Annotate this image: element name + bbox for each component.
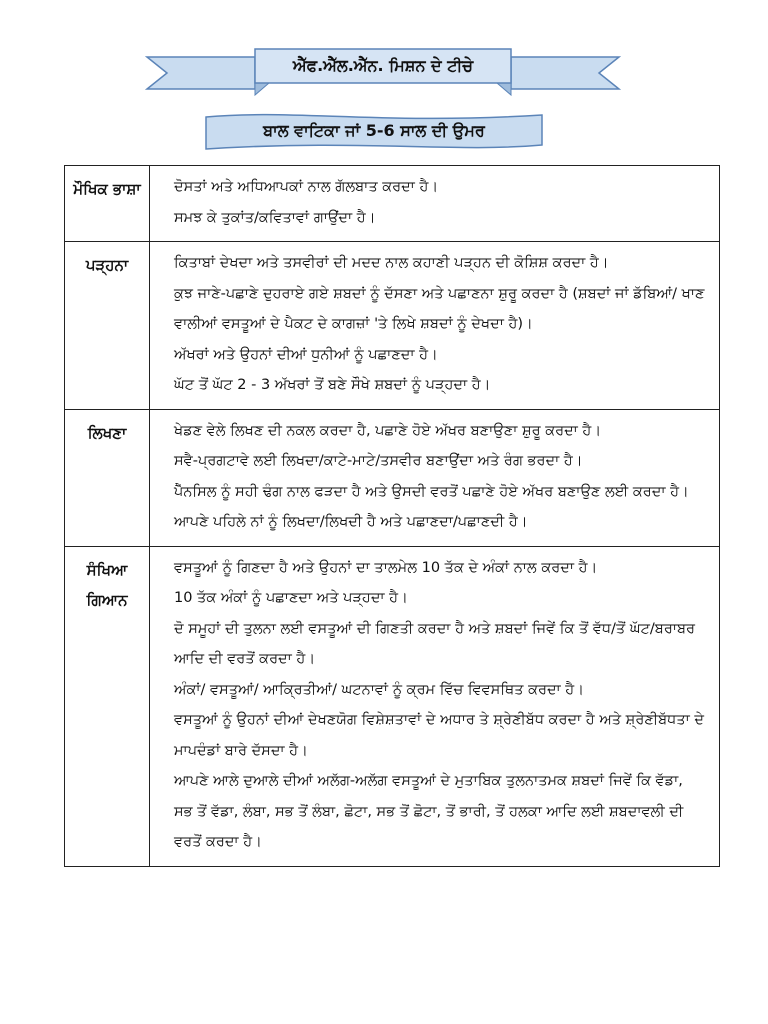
goal-line: ਆਪਣੇ ਪਹਿਲੇ ਨਾਂ ਨੂੰ ਲਿਖਦਾ/ਲਿਖਦੀ ਹੈ ਅਤੇ ਪਛਾਣਦਾ/ਪਛਾਣਦੀ ਹੈ। (174, 514, 528, 530)
goal-line: ਘੱਟ ਤੋਂ ਘੱਟ 2 - 3 ਅੱਖਰਾਂ ਤੋਂ ਬਣੇ ਸੌਖੇ ਸ਼ਬਦਾਂ ਨੂੰ ਪੜ੍ਹਦਾ ਹੈ। (174, 377, 491, 393)
table-row (65, 166, 720, 242)
goal-line: ਸਵੈ-ਪ੍ਰਗਟਾਵੇ ਲਈ ਲਿਖਦਾ/ਕਾਟੇ-ਮਾਟੇ/ਤਸਵੀਰ ਬਣਾਉਂਦਾ ਅਤੇ ਰੰਗ ਭਰਦਾ ਹੈ। (174, 453, 583, 469)
goal-line: ਅੱਖਰਾਂ ਅਤੇ ਉਹਨਾਂ ਦੀਆਂ ਧੁਨੀਆਂ ਨੂੰ ਪਛਾਣਦਾ ਹੈ। (174, 346, 438, 363)
page-title: ਐੱਫ.ਐੱਲ.ਐੱਨ. ਮਿਸ਼ਨ ਦੇ ਟੀਚੇ (292, 56, 474, 75)
goal-line: ਕੁਝ ਜਾਣੇ-ਪਛਾਣੇ ਦੁਹਰਾਏ ਗਏ ਸ਼ਬਦਾਂ ਨੂੰ ਦੱਸਣਾ ਅਤੇ ਪਛਾਣਨਾ ਸ਼ੁਰੂ ਕਰਦਾ ਹੈ (ਸ਼ਬਦਾਂ ਜਾਂ ਡੱਬਿਆਂ/ ਖਾਣ ਵਾਲੀਆਂ ਵਸਤੂਆਂ ਦੇ ਪੈਕਟ ਦੇ ਕਾਗਜ਼ਾਂ 'ਤੇ ਲਿਖੇ ਸ਼ਬਦਾਂ ਨੂੰ ਦੇਖਦਾ ਹੈ)। (174, 285, 705, 332)
category-label: ਮੌਖਿਕ ਭਾਸ਼ਾ (65, 166, 150, 242)
goals-table (64, 165, 720, 867)
goal-line: ਪੈੱਨਸਿਲ ਨੂੰ ਸਹੀ ਢੰਗ ਨਾਲ ਫੜਦਾ ਹੈ ਅਤੇ ਉਸਦੀ ਵਰਤੋਂ ਪਛਾਣੇ ਹੋਏ ਅੱਖਰ ਬਣਾਉਣ ਲਈ ਕਰਦਾ ਹੈ। (174, 483, 689, 500)
subtitle-banner (202, 111, 546, 151)
goal-line: ਵਸਤੂਆਂ ਨੂੰ ਉਹਨਾਂ ਦੀਆਂ ਦੇਖਣਯੋਗ ਵਿਸ਼ੇਸ਼ਤਾਵਾਂ ਦੇ ਅਧਾਰ ਤੇ ਸ਼੍ਰੇਣੀਬੱਧ ਕਰਦਾ ਹੈ ਅਤੇ ਸ਼੍ਰੇਣੀਬੱਧਤਾ ਦੇ ਮਾਪਦੰਡਾਂ ਬਾਰੇ ਦੱਸਦਾ ਹੈ। (174, 712, 704, 759)
description-cell (150, 242, 720, 410)
category-label: ਸੰਖਿਆ ਗਿਆਨ (65, 546, 150, 866)
table-row (65, 546, 720, 866)
description-cell (150, 409, 720, 546)
category-label: ਪੜ੍ਹਨਾ (65, 242, 150, 410)
category-label: ਲਿਖਣਾ (65, 409, 150, 546)
goal-line: ਸਮਝ ਕੇ ਤੁਕਾਂਤ/ਕਵਿਤਾਵਾਂ ਗਾਉਂਦਾ ਹੈ। (174, 209, 376, 226)
goal-line: ਵਸਤੂਆਂ ਨੂੰ ਗਿਣਦਾ ਹੈ ਅਤੇ ਉਹਨਾਂ ਦਾ ਤਾਲਮੇਲ 10 ਤੱਕ ਦੇ ਅੰਕਾਂ ਨਾਲ ਕਰਦਾ ਹੈ। (174, 559, 598, 576)
goal-line: ਦੋ ਸਮੂਹਾਂ ਦੀ ਤੁਲਨਾ ਲਈ ਵਸਤੂਆਂ ਦੀ ਗਿਣਤੀ ਕਰਦਾ ਹੈ ਅਤੇ ਸ਼ਬਦਾਂ ਜਿਵੇਂ ਕਿ ਤੋਂ ਵੱਧ/ਤੋਂ ਘੱਟ/ਬਰਾਬਰ ਆਦਿ ਦੀ ਵਰਤੋਂ ਕਰਦਾ ਹੈ। (174, 620, 696, 667)
goal-line: ਦੋਸਤਾਂ ਅਤੇ ਅਧਿਆਪਕਾਂ ਨਾਲ ਗੱਲਬਾਤ ਕਰਦਾ ਹੈ। (174, 179, 439, 195)
goal-line: ਕਿਤਾਬਾਂ ਦੇਖਦਾ ਅਤੇ ਤਸਵੀਰਾਂ ਦੀ ਮਦਦ ਨਾਲ ਕਹਾਣੀ ਪੜ੍ਹਨ ਦੀ ਕੋਸ਼ਿਸ਼ ਕਰਦਾ ਹੈ। (174, 255, 609, 271)
description-cell (150, 546, 720, 866)
goal-line: ਅੰਕਾਂ/ ਵਸਤੂਆਂ/ ਆਕ੍ਰਿਤੀਆਂ/ ਘਟਨਾਵਾਂ ਨੂੰ ਕ੍ਰਮ ਵਿੱਚ ਵਿਵਸਥਿਤ ਕਰਦਾ ਹੈ। (174, 681, 584, 698)
goal-line: ਖੇਡਣ ਵੇਲੇ ਲਿਖਣ ਦੀ ਨਕਲ ਕਰਦਾ ਹੈ, ਪਛਾਣੇ ਹੋਏ ਅੱਖਰ ਬਣਾਉਣਾ ਸ਼ੁਰੂ ਕਰਦਾ ਹੈ। (174, 422, 602, 439)
page-subtitle: ਬਾਲ ਵਾਟਿਕਾ ਜਾਂ 5-6 ਸਾਲ ਦੀ ਉਮਰ (263, 121, 485, 140)
table-row (65, 242, 720, 410)
title-banner (145, 43, 621, 99)
table-row (65, 409, 720, 546)
goal-line: ਆਪਣੇ ਆਲੇ ਦੁਆਲੇ ਦੀਆਂ ਅਲੱਗ-ਅਲੱਗ ਵਸਤੂਆਂ ਦੇ ਮੁਤਾਬਿਕ ਤੁਲਨਾਤਮਕ ਸ਼ਬਦਾਂ ਜਿਵੇਂ ਕਿ ਵੱਡਾ, ਸਭ ਤੋਂ ਵੱਡਾ, ਲੰਬਾ, ਸਭ ਤੋਂ ਲੰਬਾ, ਛੋਟਾ, ਸਭ ਤੋਂ ਛੋਟਾ, ਤੋਂ ਭਾਰੀ, ਤੋਂ ਹਲਕਾ ਆਦਿ ਲਈ ਸ਼ਬਦਾਵਲੀ ਦੀ ਵਰਤੋਂ ਕਰਦਾ ਹੈ। (174, 773, 684, 850)
goal-line: 10 ਤੱਕ ਅੰਕਾਂ ਨੂੰ ਪਛਾਣਦਾ ਅਤੇ ਪੜ੍ਹਦਾ ਹੈ। (174, 590, 408, 606)
description-cell (150, 166, 720, 242)
